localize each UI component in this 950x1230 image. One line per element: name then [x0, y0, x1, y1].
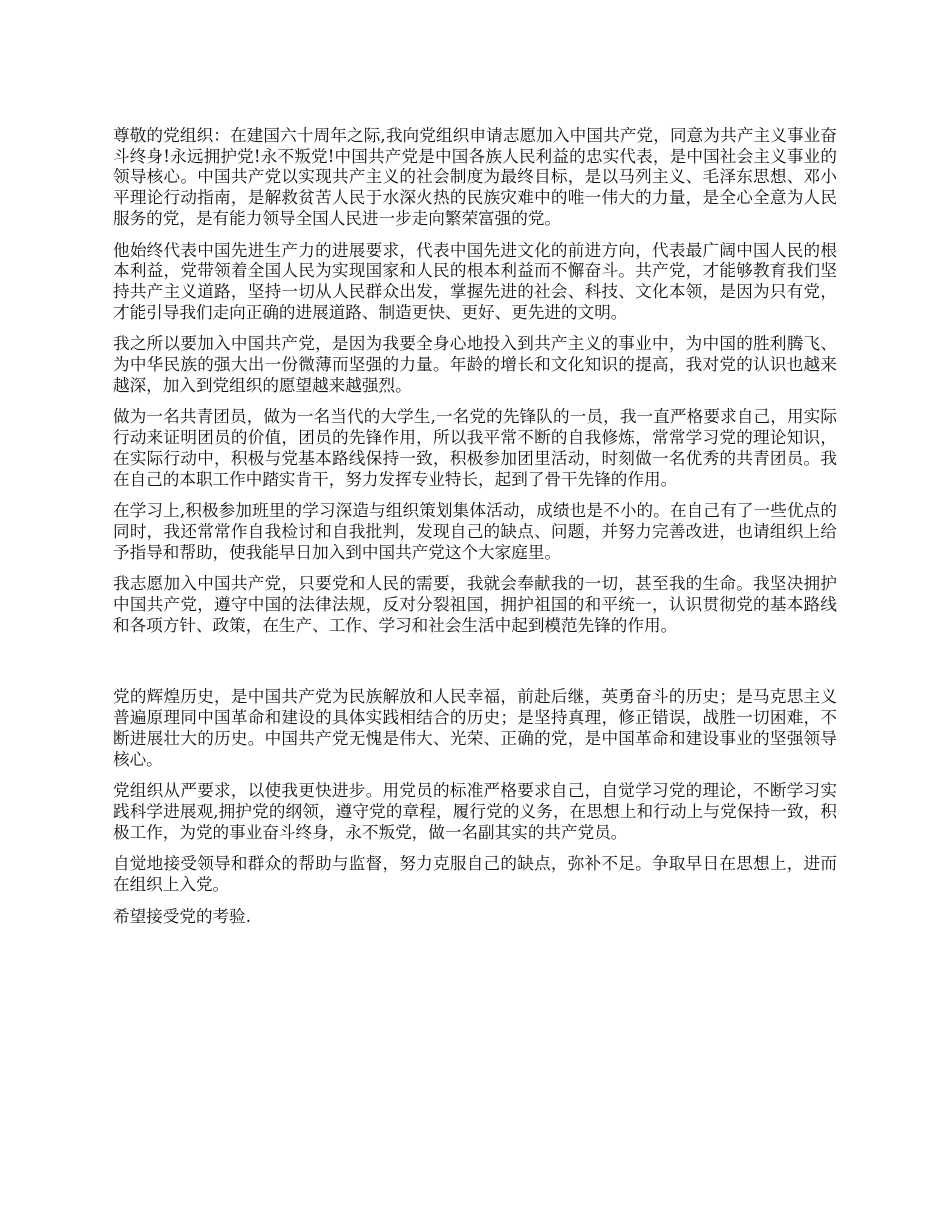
- paragraph-4: 做为一名共青团员，做为一名当代的大学生,一名党的先锋队的一员，我一直严格要求自己，用实际行动来证明团员的价值，团员的先锋作用，所以我平常不断的自我修炼，常常学习党的理论知识，在实际行动中，积极与党基本路线保持一致，积极参加团里活动，时刻做一名优秀的共青团员。我在自己的本职工作中踏实肯干，努力发挥专业特长，起到了骨干先锋的作用。: [113, 407, 837, 489]
- paragraph-8: 党组织从严要求，以使我更快进步。用党员的标准严格要求自己，自觉学习党的理论，不断学习实践科学进展观,拥护党的纲领，遵守党的章程，履行党的义务，在思想上和行动上与党保持一致，积极工作，为党的事业奋斗终身，永不叛党，做一名副其实的共产党员。: [113, 781, 837, 842]
- document-body: [113, 126, 837, 939]
- paragraph-1: 尊敬的党组织：在建国六十周年之际,我向党组织申请志愿加入中国共产党，同意为共产主义事业奋斗终身!永远拥护党!永不叛党!中国共产党是中国各族人民利益的忠实代表，是中国社会主义事业的领导核心。中国共产党以实现共产主义的社会制度为最终目标，是以马列主义、毛泽东思想、邓小平理论行动指南，是解救贫苦人民于水深火热的民族灾难中的唯一伟大的力量，是全心全意为人民服务的党，是有能力领导全国人民进一步走向繁荣富强的党。: [113, 126, 837, 228]
- section-gap: [113, 647, 837, 687]
- paragraph-10: 希望接受党的考验.: [113, 906, 252, 926]
- paragraph-7: 党的辉煌历史，是中国共产党为民族解放和人民幸福，前赴后继，英勇奋斗的历史；是马克思主义普遍原理同中国革命和建设的具体实践相结合的历史；是坚持真理，修正错误，战胜一切困难，不断进展壮大的历史。中国共产党无愧是伟大、光荣、正确的党，是中国革命和建设事业的坚强领导核心。: [113, 687, 837, 769]
- paragraph-6: 我志愿加入中国共产党，只要党和人民的需要，我就会奉献我的一切，甚至我的生命。我坚决拥护中国共产党，遵守中国的法律法规，反对分裂祖国，拥护祖国的和平统一，认识贯彻党的基本路线和各项方针、政策，在生产、工作、学习和社会生活中起到模范先锋的作用。: [113, 574, 837, 635]
- paragraph-2: 他始终代表中国先进生产力的进展要求，代表中国先进文化的前进方向，代表最广阔中国人民的根本利益，党带领着全国人民为实现国家和人民的根本利益而不懈奋斗。共产党，才能够教育我们坚持共产主义道路，坚持一切从人民群众出发，掌握先进的社会、科技、文化本领，是因为只有党，才能引导我们走向正确的进展道路、制造更快、更好、更先进的文明。: [113, 240, 837, 322]
- paragraph-9: 自觉地接受领导和群众的帮助与监督，努力克服自己的缺点，弥补不足。争取早日在思想上，进而在组织上入党。: [113, 854, 837, 895]
- paragraph-5: 在学习上,积极参加班里的学习深造与组织策划集体活动，成绩也是不小的。在自己有了一些优点的同时，我还常常作自我检讨和自我批判，发现自己的缺点、问题，并努力完善改进，也请组织上给予指导和帮助，使我能早日加入到中国共产党这个大家庭里。: [113, 501, 837, 562]
- paragraph-3: 我之所以要加入中国共产党，是因为我要全身心地投入到共产主义的事业中，为中国的胜利腾飞、为中华民族的强大出一份微薄而坚强的力量。年龄的增长和文化知识的提高，我对党的认识也越来越深，加入到党组织的愿望越来越强烈。: [113, 334, 837, 395]
